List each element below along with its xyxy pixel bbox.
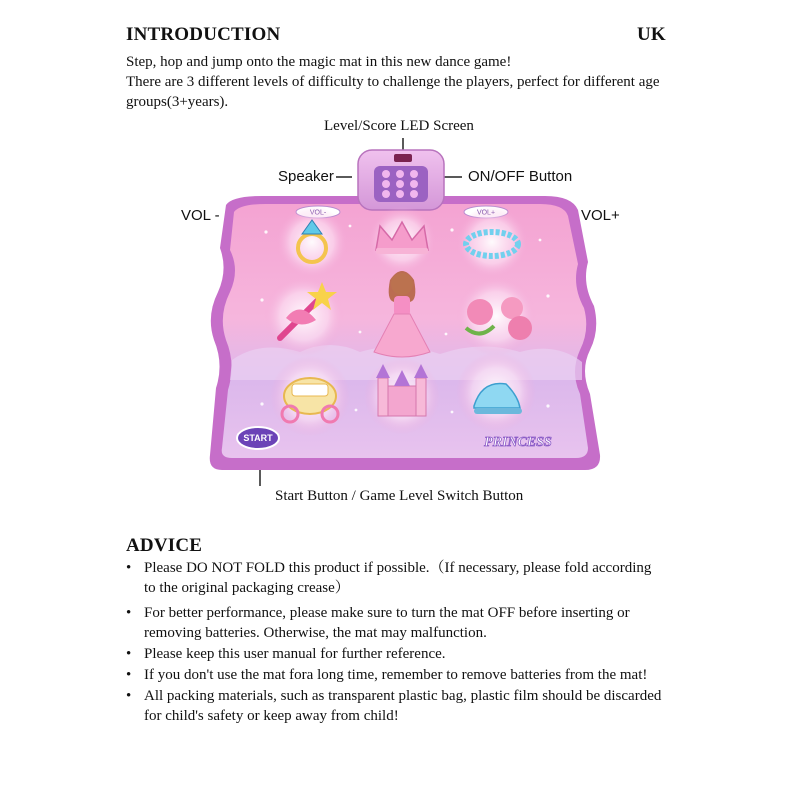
bullet: • (126, 667, 132, 683)
label-vol-plus: VOL+ (581, 207, 620, 224)
advice-item-2-line-2: removing batteries. Otherwise, the mat may malfunction. (144, 625, 487, 641)
advice-item-1-line-1: Please DO NOT FOLD this product if possible.（If necessary, please fold according (144, 560, 652, 576)
label-on-off: ON/OFF Button (468, 168, 573, 185)
bullet: • (126, 646, 132, 662)
advice-item-1-line-2: to the original packaging crease） (144, 580, 350, 596)
advice-item (126, 644, 726, 664)
advice-item (126, 558, 726, 598)
brand-logo: PRINCESS (484, 435, 552, 450)
advice-item-5-line-2: for child's safety or keep away from child! (144, 708, 399, 724)
advice-heading: ADVICE (126, 535, 203, 556)
intro-heading: INTRODUCTION (126, 24, 281, 45)
advice-list (126, 558, 726, 726)
bullet: • (126, 688, 132, 704)
advice-item-5-line-1: All packing materials, such as transparent plastic bag, plastic film should be discarded (144, 688, 662, 704)
intro-line-2: There are 3 different levels of difficulty to challenge the players, perfect for different age (126, 74, 660, 90)
intro-line-1: Step, hop and jump onto the magic mat in this new dance game! (126, 54, 512, 70)
advice-item-4-line-1: If you don't use the mat fora long time, remember to remove batteries from the mat! (144, 667, 648, 683)
led-screen (394, 154, 412, 162)
castle-icon (376, 364, 428, 416)
label-start-switch: Start Button / Game Level Switch Button (275, 488, 524, 504)
start-pad-label: START (243, 433, 273, 443)
bullet: • (126, 560, 132, 576)
label-vol-minus: VOL - (181, 207, 220, 224)
advice-item (126, 603, 726, 643)
advice-item-3-line-1: Please keep this user manual for further reference. (144, 646, 446, 662)
advice-item (126, 686, 726, 726)
label-speaker: Speaker (278, 168, 334, 185)
intro-line-3: groups(3+years). (126, 94, 229, 110)
label-led-screen: Level/Score LED Screen (324, 118, 474, 134)
advice-item-2-line-1: For better performance, please make sure to turn the mat OFF before inserting or (144, 605, 630, 621)
advice-item (126, 665, 726, 685)
bullet: • (126, 605, 132, 621)
region-label: UK (637, 24, 666, 45)
